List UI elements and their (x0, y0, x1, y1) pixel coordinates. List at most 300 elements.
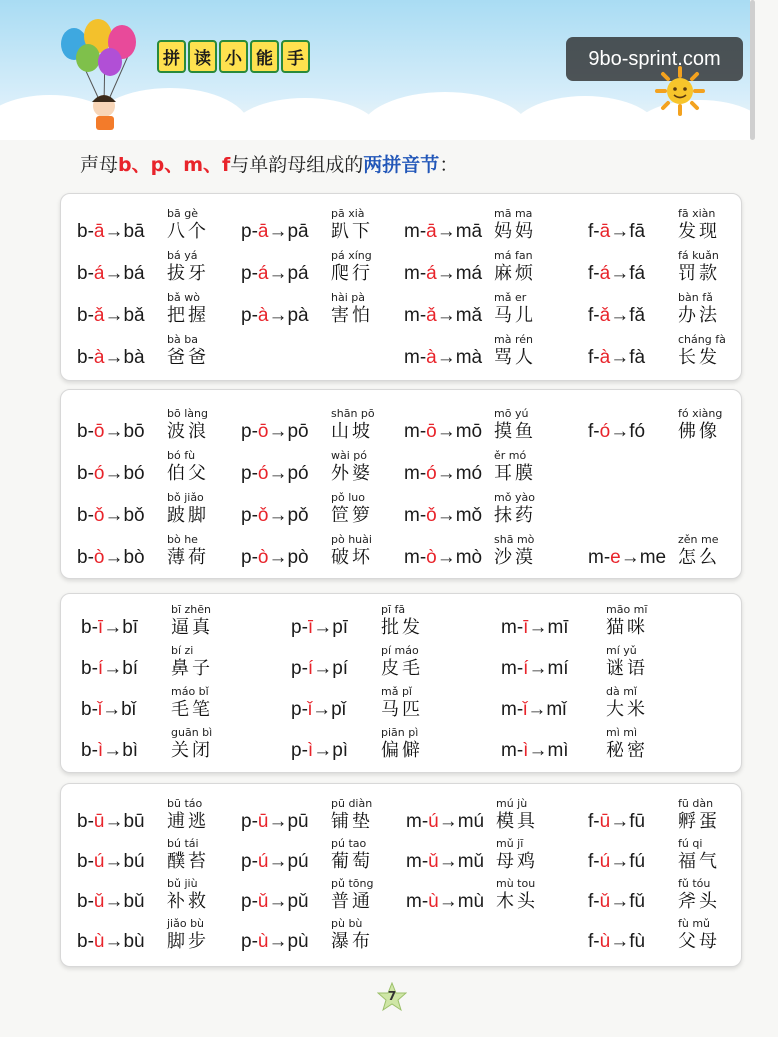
hyphen: - (421, 851, 429, 872)
final-vowel: ī (307, 617, 314, 638)
final-vowel: ǒ (93, 505, 105, 526)
spelling-formula (81, 740, 138, 762)
word-pinyin: mǒ yào (494, 491, 535, 504)
initial: b (77, 421, 88, 442)
initial: p (291, 617, 302, 638)
syllable: mǒ (455, 505, 483, 526)
syllable: má (455, 263, 483, 284)
word-pinyin: mǔ jī (496, 837, 524, 850)
word-pinyin: pù bù (331, 917, 363, 930)
arrow-icon: → (102, 699, 122, 720)
hyphen: - (251, 263, 258, 284)
final-vowel: ì (523, 740, 529, 761)
arrow-icon: → (104, 931, 124, 952)
initial: p (291, 740, 302, 761)
word-hanzi: 破坏 (331, 547, 373, 568)
final-vowel: ū (257, 811, 269, 832)
initial: m (404, 421, 420, 442)
example-word (171, 604, 213, 640)
word-pinyin: bā gè (167, 207, 198, 220)
arrow-icon: → (268, 851, 288, 872)
syllable: bā (123, 221, 145, 242)
syllable: pà (287, 305, 309, 326)
word-pinyin: mō yú (494, 407, 529, 420)
initial: f (588, 931, 594, 952)
word-pinyin: bǔ jiù (167, 877, 198, 890)
initial: m (404, 505, 420, 526)
final-vowel: á (93, 263, 105, 284)
spelling-formula (241, 811, 309, 833)
syllable: mò (455, 547, 483, 568)
hyphen: - (251, 547, 258, 568)
spelling-formula (588, 263, 645, 285)
word-pinyin: fǔ tóu (678, 877, 711, 890)
final-vowel: ā (426, 221, 437, 242)
arrow-icon: → (438, 891, 458, 912)
title-char: 小 (219, 40, 248, 73)
word-hanzi: 葡萄 (331, 851, 373, 872)
spelling-formula (81, 699, 136, 721)
title-char: 手 (281, 40, 310, 73)
syllable: bī (122, 617, 139, 638)
initial: p (241, 305, 252, 326)
arrow-icon: → (610, 851, 630, 872)
syllable: bō (123, 421, 145, 442)
final-vowel: á (257, 263, 269, 284)
spelling-formula (77, 421, 145, 443)
final-vowel: á (599, 263, 611, 284)
word-pinyin: piān pì (381, 726, 419, 739)
final-vowel: ó (599, 421, 611, 442)
syllable-panel-a (60, 193, 742, 381)
example-word (494, 534, 536, 570)
example-word (678, 408, 722, 444)
hyphen: - (251, 891, 258, 912)
word-pinyin: fù mǔ (678, 917, 711, 930)
word-hanzi: 鼻子 (171, 658, 213, 679)
hyphen: - (301, 658, 308, 679)
initial: b (77, 811, 88, 832)
syllable: fā (629, 221, 646, 242)
syllable: mǎ (455, 305, 483, 326)
hyphen: - (87, 851, 94, 872)
final-vowel: ù (428, 891, 439, 912)
word-hanzi: 山坡 (331, 421, 373, 442)
hyphen: - (87, 891, 94, 912)
word-hanzi: 骂人 (494, 347, 536, 368)
example-word (331, 838, 373, 874)
word-hanzi: 补救 (167, 891, 209, 912)
final-vowel: ǎ (599, 305, 611, 326)
initial: m (404, 547, 420, 568)
arrow-icon: → (610, 931, 630, 952)
word-hanzi: 伯父 (167, 463, 209, 484)
syllable: pì (332, 740, 349, 761)
arrow-icon: → (610, 891, 630, 912)
word-pinyin: pā xià (331, 207, 365, 220)
example-word (167, 250, 209, 286)
arrow-icon: → (104, 547, 124, 568)
syllable: mó (455, 463, 483, 484)
final-vowel: ǎ (93, 305, 105, 326)
syllable: bǐ (121, 699, 136, 720)
hyphen: - (87, 347, 94, 368)
word-pinyin: bō làng (167, 407, 208, 420)
word-hanzi: 爬行 (331, 263, 373, 284)
word-pinyin: pū diàn (331, 797, 373, 810)
arrow-icon: → (268, 221, 288, 242)
spelling-formula (77, 891, 145, 913)
spelling-formula (588, 547, 666, 569)
initial: p (241, 463, 252, 484)
word-pinyin: wài pó (331, 449, 368, 462)
initial: p (241, 505, 252, 526)
hyphen: - (301, 617, 308, 638)
word-hanzi: 木头 (496, 891, 538, 912)
spelling-formula (588, 305, 645, 327)
example-word (331, 918, 373, 954)
final-vowel: ù (599, 931, 611, 952)
syllable: mú (457, 811, 485, 832)
final-vowel: í (307, 658, 314, 679)
word-pinyin: bò he (167, 533, 198, 546)
hyphen: - (87, 221, 94, 242)
word-pinyin: bí zi (171, 644, 194, 657)
syllable: mǔ (457, 851, 485, 872)
spelling-formula (291, 658, 348, 680)
intro-sentence (80, 150, 458, 177)
hyphen: - (251, 221, 258, 242)
page-title (157, 40, 310, 73)
final-vowel: ō (93, 421, 105, 442)
word-hanzi: 瀑布 (331, 931, 373, 952)
syllable: fǎ (629, 305, 646, 326)
example-word (678, 918, 720, 954)
hyphen: - (421, 811, 429, 832)
word-hanzi: 笸箩 (331, 505, 373, 526)
arrow-icon: → (104, 851, 124, 872)
word-hanzi: 耳膜 (494, 463, 536, 484)
word-hanzi: 毛笔 (171, 699, 213, 720)
word-hanzi: 铺垫 (331, 811, 373, 832)
initial: b (77, 891, 88, 912)
word-hanzi: 罚款 (678, 263, 720, 284)
word-pinyin: pǔ tōng (331, 877, 374, 890)
word-pinyin: dà mǐ (606, 685, 637, 698)
arrow-icon: → (610, 347, 630, 368)
example-word (494, 292, 536, 328)
arrow-icon: → (104, 221, 124, 242)
initial: p (241, 263, 252, 284)
word-hanzi: 批发 (381, 617, 423, 638)
hyphen: - (593, 851, 600, 872)
syllable: mì (547, 740, 569, 761)
example-word (171, 645, 213, 681)
example-word (167, 334, 209, 370)
word-pinyin: bú tái (167, 837, 199, 850)
hyphen: - (603, 547, 611, 568)
word-pinyin: māo mī (606, 603, 648, 616)
word-pinyin: ěr mó (494, 449, 527, 462)
spelling-formula (588, 421, 645, 443)
arrow-icon: → (268, 811, 288, 832)
spelling-formula (77, 305, 145, 327)
syllable: fǔ (629, 891, 646, 912)
final-vowel: à (426, 347, 437, 368)
final-vowel: ǔ (257, 891, 269, 912)
final-vowel: ǒ (257, 505, 269, 526)
syllable: mī (547, 617, 569, 638)
hyphen: - (419, 221, 427, 242)
word-pinyin: fó xiàng (678, 407, 723, 420)
intro-text: 与单韵母组成的 (230, 154, 364, 176)
arrow-icon: → (104, 463, 124, 484)
initial: m (501, 658, 517, 679)
syllable: bú (123, 851, 145, 872)
example-word (381, 727, 423, 763)
initial: b (81, 658, 92, 679)
syllable: pū (287, 811, 309, 832)
word-pinyin: mǎ pǐ (381, 685, 412, 698)
arrow-icon: → (438, 851, 458, 872)
final-vowel: à (257, 305, 269, 326)
arrow-icon: → (610, 305, 630, 326)
word-hanzi: 孵蛋 (678, 811, 720, 832)
title-char: 读 (188, 40, 217, 73)
arrow-icon: → (436, 347, 456, 368)
word-pinyin: bī zhēn (171, 603, 212, 616)
spelling-formula (588, 851, 645, 873)
initial: m (406, 891, 422, 912)
example-word (606, 604, 648, 640)
word-pinyin: mà rén (494, 333, 533, 346)
example-word (381, 686, 423, 722)
word-pinyin: pí máo (381, 644, 419, 657)
spelling-formula (81, 658, 138, 680)
initial: b (77, 505, 88, 526)
syllable: bà (123, 347, 145, 368)
word-hanzi: 波浪 (167, 421, 209, 442)
example-word (167, 492, 209, 528)
initial: b (77, 305, 88, 326)
spelling-formula (501, 740, 569, 762)
spelling-formula (588, 811, 645, 833)
hyphen: - (251, 931, 258, 952)
spelling-formula (404, 463, 482, 485)
example-word (496, 838, 538, 874)
word-pinyin: bó fù (167, 449, 196, 462)
example-word (167, 292, 209, 328)
spelling-formula (77, 263, 145, 285)
syllable: fú (629, 851, 646, 872)
spelling-formula (588, 347, 645, 369)
hyphen: - (593, 931, 600, 952)
hyphen: - (87, 463, 94, 484)
final-vowel: ú (93, 851, 105, 872)
word-pinyin: fū dàn (678, 797, 714, 810)
final-vowel: ǐ (523, 699, 528, 720)
arrow-icon: → (527, 699, 547, 720)
initial: p (291, 658, 302, 679)
initial: p (241, 931, 252, 952)
syllable: pù (287, 931, 309, 952)
hyphen: - (91, 699, 98, 720)
word-hanzi: 福气 (678, 851, 720, 872)
example-word (678, 208, 720, 244)
arrow-icon: → (104, 811, 124, 832)
hyphen: - (251, 463, 258, 484)
spelling-formula (404, 263, 482, 285)
scrollbar-thumb[interactable] (750, 0, 755, 140)
hyphen: - (516, 740, 524, 761)
example-word (167, 534, 209, 570)
word-pinyin: pú tao (331, 837, 367, 850)
spelling-formula (241, 505, 309, 527)
spelling-formula (77, 547, 145, 569)
word-pinyin: mì mì (606, 726, 638, 739)
initial: p (241, 421, 252, 442)
initial: m (404, 263, 420, 284)
final-vowel: ó (93, 463, 105, 484)
hyphen: - (87, 421, 94, 442)
spelling-formula (241, 851, 309, 873)
arrow-icon: → (436, 305, 456, 326)
word-pinyin: bá yá (167, 249, 198, 262)
arrow-icon: → (620, 547, 640, 568)
spelling-formula (77, 221, 145, 243)
hyphen: - (251, 811, 258, 832)
example-word (606, 686, 648, 722)
word-pinyin: bǒ jiǎo (167, 491, 204, 504)
syllable: pí (332, 658, 349, 679)
hyphen: - (593, 305, 600, 326)
example-word (494, 334, 536, 370)
example-word (678, 334, 726, 370)
word-pinyin: jiǎo bù (167, 917, 205, 930)
word-hanzi: 逼真 (171, 617, 213, 638)
balloons-girl-illustration (50, 18, 160, 138)
word-pinyin: zěn me (678, 533, 719, 546)
arrow-icon: → (436, 547, 456, 568)
hyphen: - (516, 617, 524, 638)
example-word (494, 492, 536, 528)
spelling-formula (501, 617, 569, 639)
scrollbar-track[interactable] (750, 0, 778, 1037)
hyphen: - (301, 699, 308, 720)
word-hanzi: 妈妈 (494, 221, 536, 242)
spelling-formula (241, 931, 309, 953)
arrow-icon: → (313, 740, 333, 761)
hyphen: - (251, 851, 258, 872)
hyphen: - (593, 347, 600, 368)
example-word (678, 292, 720, 328)
word-pinyin: shān pō (331, 407, 375, 420)
word-hanzi: 父母 (678, 931, 720, 952)
arrow-icon: → (103, 658, 123, 679)
final-vowel: ǐ (97, 699, 103, 720)
hyphen: - (251, 305, 258, 326)
spelling-formula (406, 851, 484, 873)
example-word (171, 686, 213, 722)
example-word (331, 798, 373, 834)
spelling-formula (588, 931, 645, 953)
word-hanzi: 把握 (167, 305, 209, 326)
word-hanzi: 跛脚 (167, 505, 209, 526)
final-vowel: ǔ (599, 891, 611, 912)
final-vowel: ō (257, 421, 269, 442)
arrow-icon: → (268, 421, 288, 442)
spelling-formula (77, 931, 145, 953)
word-hanzi: 脚步 (167, 931, 209, 952)
word-hanzi: 大米 (606, 699, 648, 720)
word-hanzi: 母鸡 (496, 851, 538, 872)
word-pinyin: pī fā (381, 603, 406, 616)
spelling-formula (588, 221, 645, 243)
arrow-icon: → (312, 699, 332, 720)
hyphen: - (87, 305, 94, 326)
word-hanzi: 害怕 (331, 305, 373, 326)
word-pinyin: fā xiàn (678, 207, 716, 220)
word-pinyin: shā mò (494, 533, 535, 546)
hyphen: - (419, 347, 427, 368)
spelling-formula (77, 505, 145, 527)
word-pinyin: mù tou (496, 877, 536, 890)
final-vowel: ù (93, 931, 105, 952)
syllable: pó (287, 463, 309, 484)
initial: f (588, 421, 594, 442)
word-hanzi: 皮毛 (381, 658, 423, 679)
example-word (606, 727, 648, 763)
arrow-icon: → (438, 811, 458, 832)
hyphen: - (87, 263, 94, 284)
initial: p (241, 851, 252, 872)
example-word (494, 208, 536, 244)
arrow-icon: → (436, 421, 456, 442)
spelling-formula (77, 347, 145, 369)
syllable: bù (123, 931, 145, 952)
final-vowel: ǔ (93, 891, 105, 912)
spelling-formula (291, 617, 348, 639)
spelling-formula (404, 347, 482, 369)
spelling-formula (81, 617, 138, 639)
word-hanzi: 猫咪 (606, 617, 648, 638)
initial: p (291, 699, 302, 720)
hyphen: - (91, 658, 98, 679)
final-vowel: ó (257, 463, 269, 484)
syllable-panel-u (60, 783, 742, 967)
arrow-icon: → (610, 263, 630, 284)
hyphen: - (301, 740, 308, 761)
spelling-formula (406, 811, 484, 833)
word-pinyin: fú qi (678, 837, 703, 850)
word-hanzi: 趴下 (331, 221, 373, 242)
word-hanzi: 关闭 (171, 740, 213, 761)
initial: f (588, 891, 594, 912)
arrow-icon: → (268, 305, 288, 326)
syllable: mō (455, 421, 483, 442)
arrow-icon: → (104, 421, 124, 442)
intro-highlight: 两拼音节 (363, 154, 440, 176)
word-pinyin: má fan (494, 249, 533, 262)
title-char: 能 (250, 40, 279, 73)
syllable: pò (287, 547, 309, 568)
syllable: bǎ (123, 305, 145, 326)
arrow-icon: → (610, 221, 630, 242)
example-word (331, 250, 373, 286)
final-vowel: ī (523, 617, 529, 638)
syllable: mà (455, 347, 483, 368)
initial: m (501, 617, 517, 638)
